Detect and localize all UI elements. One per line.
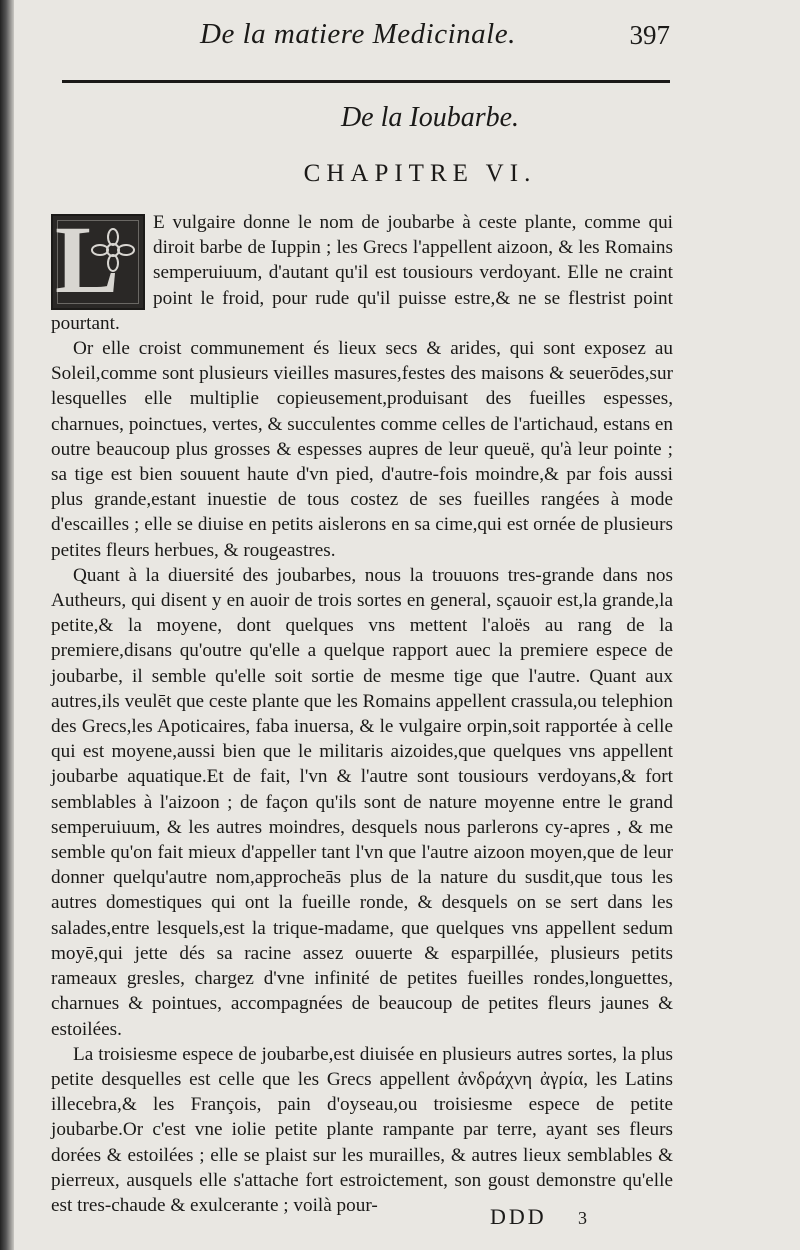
running-head: De la matiere Medicinale.: [200, 18, 516, 50]
section-title: De la Ioubarbe.: [340, 102, 520, 133]
header-rule: [62, 80, 670, 83]
body-text: [51, 206, 673, 1218]
paragraph: La troisiesme espece de joubarbe,est diuisée en plusieurs autres sortes, la plus petite desquelles est celle que les Grecs appellent ἀνδράχνη ἀγρία, les Latins illecebra,& les François, pain d'oyseau,ou troisiesme espece de petite joubarbe.Or c'est vne iolie petite plante rampante par terre, ayant ses fleurs dorées & estoilées ; elle se plaist sur les murailles, & autres lieux semblables & pierreux, ausquels elle s'attache fort estroictement, son goust demonstre qu'elle est tres-chaude & exulcerante ; voilà pour-: [51, 1043, 673, 1216]
flower-ornament-icon: [91, 228, 135, 272]
page-number: 397: [629, 20, 670, 50]
paragraph: E vulgaire donne le nom de joubarbe à ceste plante, comme qui diroit barbe de Iuppin ; les Grecs l'appellent aizoon, & les Romains semperuiuum, d'autant qu'il est tousiours verdoyant. Elle ne craint point le froid, pour rude qu'il puisse estre,& ne se flestrist point pourtant.: [51, 212, 673, 334]
paragraph: Or elle croist communement és lieux secs & arides, qui sont exposez au Soleil,comme sont plusieurs vieilles masures,festes des maisons & seuerōdes,sur lesquelles elle multiplie copieusement,produisant des fueilles espesses, charnues, poinctues, vertes, & succulentes comme celles de l'artichaud, estans en outre beaucoup plus grosses & espesses aupres de leur queuë, qu'à leur pointe ; sa tige est bien souuent haute d'vn pied, d'autre-fois moindre,& par fois aussi plus grande,estant inuestie de tous costez de ses fueilles rangées à mode d'escailles ; elle se diuise en petits aislerons en sa cime,qui est ornée de plusieurs petites fleurs herbues, & rougeastres.: [51, 338, 673, 561]
chapter-heading: CHAPITRE VI.: [303, 160, 537, 187]
paragraph: Quant à la diuersité des joubarbes, nous la trouuons tres-grande dans nos Autheurs, qui disent y en auoir de trois sortes en general, sçauoir est,la grande,la petite,& la moyene, dont quelques vns mettent l'aloës au rang de la premiere,disans qu'outre qu'elle a quelque rapport auec la premiere espece de joubarbe, il semble qu'elle soit sortie de mesme tige que l'autre. Quant aux autres,ils veulēt que ceste plante que les Romains appellent crassula,ou telephion des Grecs,les Apoticaires, faba inuersa, & le vulgaire orpin,soit rapportée à celle qui est moyene,aussi bien que le militaris aizoides,que quelques vns appellent joubarbe aquatique.Et de fait, l'vn & l'autre sont tousiours verdoyans,& fort semblables à l'aizoon ; de façon qu'ils sont de nature moyenne entre le grand semperuiuum, & les autres moindres, desquels nous parlerons cy-apres , & me semble qu'on fait mieux d'appeller tant l'vn que l'autre aizoon moyen,que de leur donner quelqu'autre nom,approcheās plus de la nature du susdit,que tous les autres domestiques qui ont la fueille ronde, & desquels on se sert dans les salades,entre lesquels,est la trique-madame, que quelques vns appellent sedum moyē,qui jette dés sa racine assez ouuerte & esparpillée, plusieurs petits rameaux gresles, chargez d'vne infinité de petites fueilles rondes,longuettes, charnues & pointues, accompagnées de beaucoup de petites fleurs jaunes & estoilées.: [51, 564, 673, 1040]
signature-mark: 3: [578, 1208, 587, 1228]
page-header: [60, 18, 670, 58]
catchword: DDD: [490, 1204, 547, 1229]
ornamental-drop-cap-icon: [51, 206, 145, 313]
drop-cap-letter: L: [55, 206, 120, 313]
